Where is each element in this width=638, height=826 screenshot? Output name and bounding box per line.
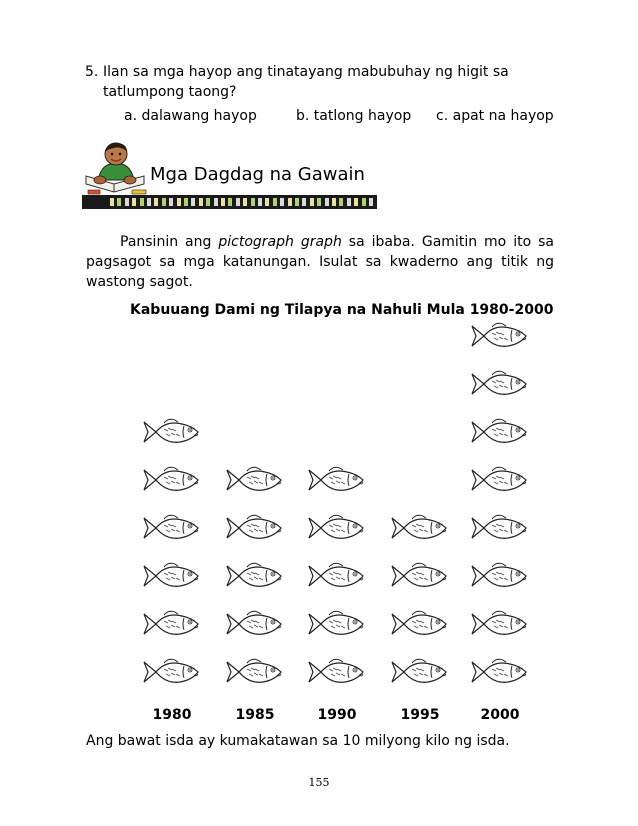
fish-icon xyxy=(472,659,526,682)
fish-icon xyxy=(309,611,363,634)
fish-icon xyxy=(144,467,198,490)
question-text: Ilan sa mga hayop ang tinatayang mabubuhay ng higit sa tatlumpong taong? xyxy=(103,64,509,100)
fish-icon xyxy=(227,611,281,634)
section-title: Mga Dagdag na Gawain xyxy=(150,164,365,185)
instructions-text-2: sa ibaba. Gamitin mo ito sa pagsagot sa mga katanungan. Isulat sa kwaderno ang titik ng wastong sagot. xyxy=(86,234,554,290)
choice-b-label: tatlong hayop xyxy=(313,108,412,124)
fish-icon xyxy=(472,563,526,586)
instructions-emphasis: pictograph graph xyxy=(218,234,342,250)
question-number: 5. xyxy=(85,64,99,80)
fish-icon xyxy=(144,611,198,634)
fish-icon xyxy=(227,563,281,586)
fish-icon xyxy=(144,563,198,586)
fish-icon xyxy=(227,659,281,682)
page-number: 155 xyxy=(308,776,330,789)
x-tick-label: 2000 xyxy=(480,707,520,723)
fish-icon xyxy=(472,419,526,442)
chart-title: Kabuuang Dami ng Tilapya na Nahuli Mula 1980-2000 xyxy=(130,302,554,318)
fish-icon xyxy=(144,659,198,682)
fish-icon xyxy=(392,515,446,538)
fish-icon xyxy=(309,467,363,490)
x-tick-label: 1990 xyxy=(317,707,357,723)
instructions-text-1: Pansinin ang xyxy=(120,234,219,250)
fish-icon xyxy=(309,659,363,682)
choice-c-label: apat na hayop xyxy=(452,108,554,124)
fish-icon xyxy=(144,419,198,442)
fish-icon xyxy=(309,563,363,586)
fish-icon xyxy=(227,467,281,490)
chart-legend: Ang bawat isda ay kumakatawan sa 10 milyong kilo ng isda. xyxy=(86,733,510,749)
choice-b-letter: b. xyxy=(296,108,310,124)
fish-icon xyxy=(472,467,526,490)
x-tick-label: 1985 xyxy=(235,707,275,723)
x-tick-label: 1980 xyxy=(152,707,192,723)
fish-icon xyxy=(472,611,526,634)
fish-icon xyxy=(392,659,446,682)
choice-c-letter: c. xyxy=(436,108,449,124)
fish-icon xyxy=(392,563,446,586)
fish-icon xyxy=(472,323,526,346)
fish-icon xyxy=(144,515,198,538)
x-tick-label: 1995 xyxy=(400,707,440,723)
fish-icon xyxy=(472,371,526,394)
fish-icon xyxy=(227,515,281,538)
choice-a-label: dalawang hayop xyxy=(141,108,257,124)
fish-icon xyxy=(472,515,526,538)
fish-icon xyxy=(309,515,363,538)
fish-icon xyxy=(392,611,446,634)
choice-a-letter: a. xyxy=(124,108,138,124)
